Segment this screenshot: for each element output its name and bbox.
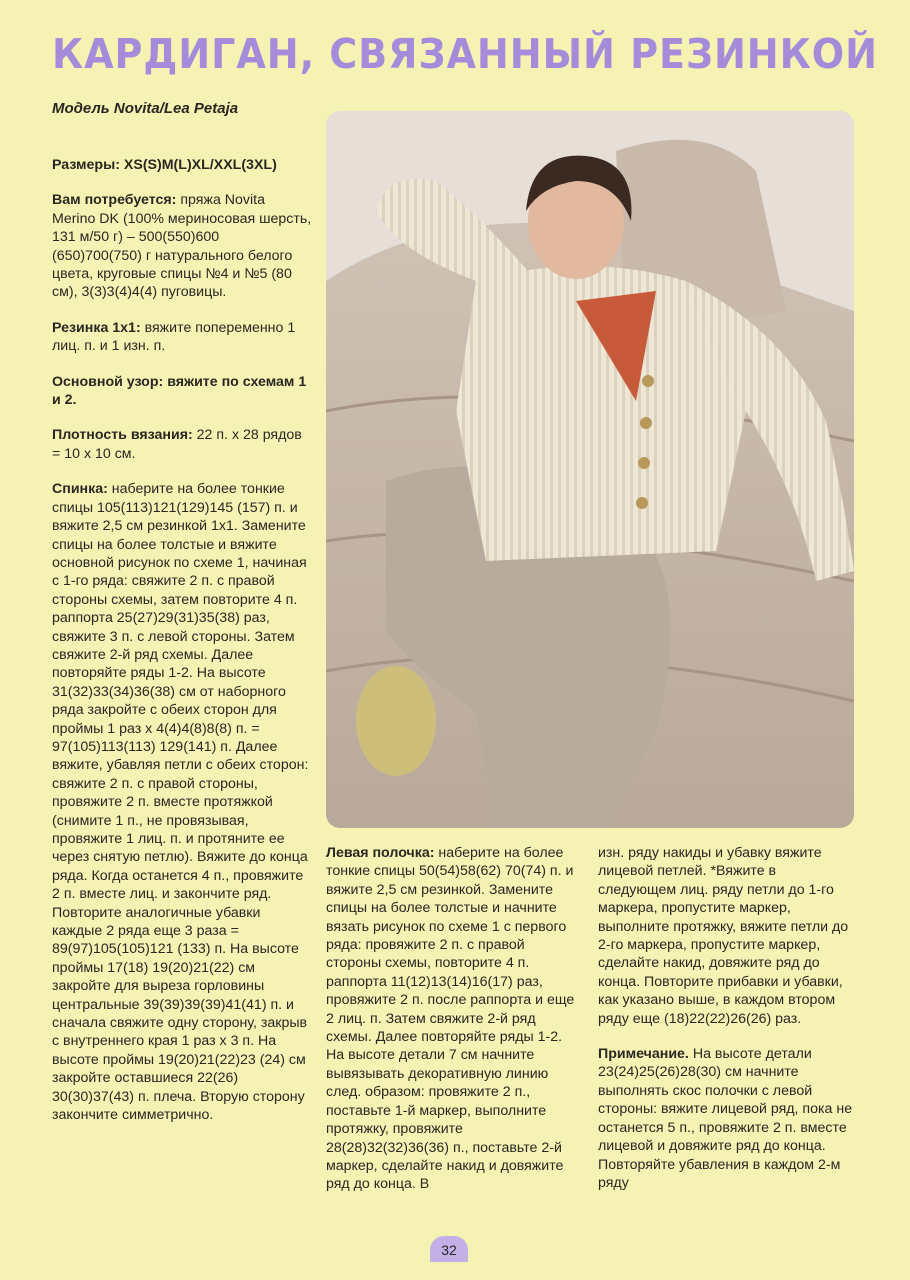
model-photo — [326, 111, 854, 828]
main-pattern-label: Основной узор: — [52, 373, 164, 390]
materials-label: Вам потребуется: — [52, 192, 177, 209]
rib-label: Резинка 1х1: — [52, 319, 141, 336]
back-label: Спинка: — [52, 481, 108, 498]
back-paragraph — [52, 480, 312, 1124]
note-paragraph — [598, 1045, 856, 1192]
left-front-text: наберите на более тонкие спицы 50(54)58(62) 70(74) п. и вяжите 2,5 см резинкой. Замените спицы на более толстые и начните вязать рисунок по схеме 1 с первого ряда: провяжите 2 п. с правой стороны схемы, повторите 4 п. раппорта 11(12)13(14)16(17) раз, провяжите 2 п. после раппорта и еще 2 лиц. п. Затем свяжите 2-й ряд схемы. Далее повторяйте ряды 1-2. На высоте детали 7 см начните вывязывать декоративную линию след. образом: провяжите 2 п., поставьте 1-й маркер, выполните протяжку, провяжите 28(28)32(32)36(36) п., поставьте 2-й маркер, сделайте накид и довяжите ряд до конца. В — [326, 845, 575, 1193]
left-front-paragraph — [326, 844, 576, 1194]
rib-paragraph — [52, 319, 312, 356]
back-text: наберите на более тонкие спицы 105(113)121(129)145 (157) п. и вяжите 2,5 см резинкой 1х1. Замените спицы на более толстые и вяжите основной рисунок по схеме 1, начиная с 1-го ряда: свяжите 2 п. с правой стороны схемы, затем повторите 4 п. раппорта 25(27)29(31)35(38) раз, свяжите 3 п. с левой стороны. Затем свяжите 2-й ряд схемы. Далее повторяйте ряды 1-2. На высоте 31(32)33(34)36(38) см от наборного ряда закройте с обеих сторон для проймы 1 раз х 4(4)4(8)8(8) п. = 97(105)113(113) 129(141) п. Далее вяжите, убавляя петли с обеих сторон: свяжите 2 п. с правой стороны, провяжите 2 п. вместе протяжкой (снимите 1 п., не провязывая, провяжите 1 лиц. п. и протяните ее через снятую петлю). Вяжите до конца ряда. Когда останется 4 п., провяжите 2 п. вместе лиц. и закончите ряд. Повторите аналогичные убавки каждые 2 ряда еще 3 раза = 89(97)105(105)121 (133) п. На высоте проймы 17(18) 19(20)21(22) см закройте для выреза горловины центральные 39(39)39(39)41(41) п. и сначала свяжите одну сторону, закрыв с внутреннего края 1 раз х 3 п. На высоте проймы 19(20)21(22)23 (24) см закройте оставшиеся 22(26) 30(30)37(43) п. плеча. Вторую сторону закончите симметрично. — [52, 481, 309, 1124]
gauge-label: Плотность вязания: — [52, 427, 193, 444]
gauge-paragraph — [52, 426, 312, 463]
page-number: 32 — [430, 1236, 468, 1262]
shoe-shape — [356, 666, 436, 776]
page-title: КАРДИГАН, СВЯЗАННЫЙ РЕЗИНКОЙ — [52, 30, 878, 78]
main-pattern-text: вяжите по схемам 1 и 2. — [52, 373, 307, 409]
materials-text: пряжа Novita Merino DK (100% мериносовая шерсть, 131 м/50 г) – 500(550)600 (650)700(750) г натурального белого цвета, круговые спицы №4 и №5 (80 см), 3(3)3(4)4(4) пуговицы. — [52, 192, 312, 301]
photo-illustration — [326, 111, 854, 828]
note-text: На высоте детали 23(24)25(26)28(30) см начните выполнять скос полочки с левой стороны: вяжите лицевой ряд, пока не останется 5 п., провяжите 2 п. вместе лицевой и довяжите ряд до конца. Повторяйте убавления в каждом 2-м ряду — [598, 1046, 853, 1191]
main-pattern-paragraph — [52, 373, 312, 410]
text-column-1 — [52, 156, 312, 1142]
text-column-3 — [598, 844, 856, 1209]
text-column-2 — [326, 844, 576, 1211]
left-front-continued: изн. ряду накиды и убавку вяжите лицевой петлей. *Вяжите в следующем лиц. ряду петли до 1-го маркера, пропустите маркер, выполните протяжку, вяжите петли до 2-го маркера, пропустите маркер, сделайте накид, довяжите ряд до конца. Повторите прибавки и убавки, как указано выше, в каждом втором ряду еще (18)22(22)26(26) раз. — [598, 845, 849, 1027]
note-label: Примечание. — [598, 1046, 689, 1063]
sizes-paragraph — [52, 156, 312, 174]
sizes-label: Размеры: — [52, 157, 120, 173]
sizes-text: XS(S)M(L)XL/XXL(3XL) — [123, 157, 277, 173]
materials-paragraph — [52, 191, 312, 301]
model-credit: Модель Novita/Lea Petaja — [52, 100, 239, 117]
rib-text: вяжите попеременно 1 лиц. п. и 1 изн. п. — [52, 319, 296, 355]
left-front-label: Левая полочка: — [326, 845, 435, 861]
gauge-text: 22 п. х 28 рядов = 10 х 10 см. — [52, 427, 302, 462]
